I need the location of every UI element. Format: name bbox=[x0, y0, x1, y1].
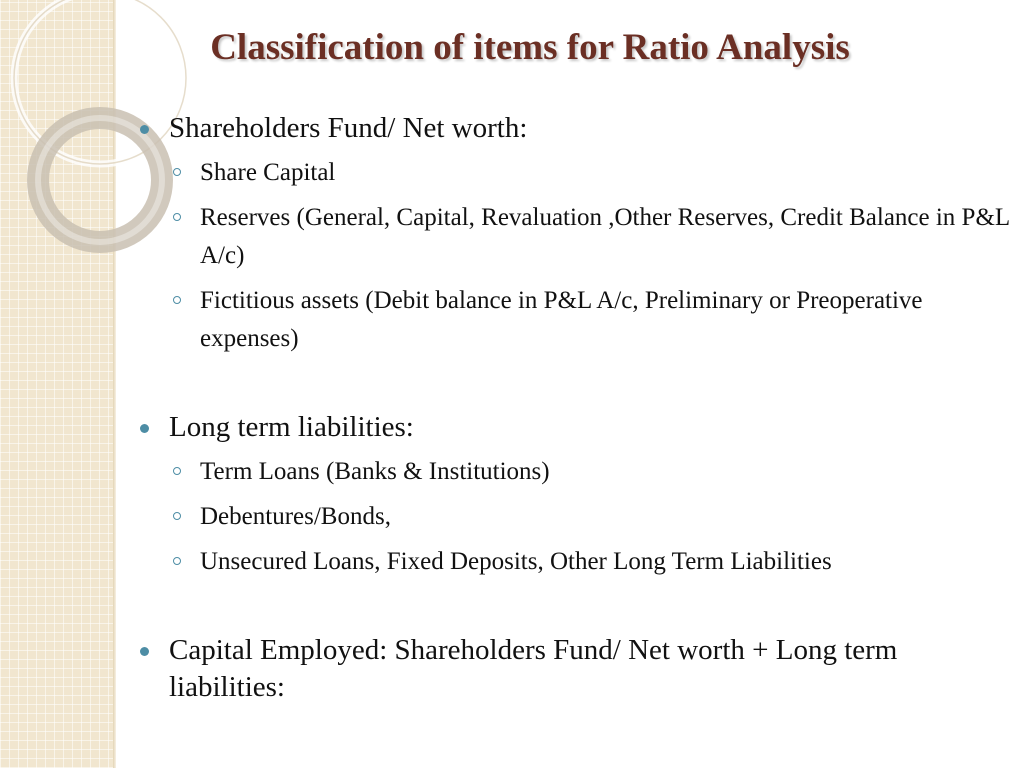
list-item-text: Share Capital bbox=[200, 159, 336, 186]
bullet-dot-icon bbox=[140, 647, 149, 656]
list-item bbox=[136, 199, 1016, 275]
section-heading-long-term-liabilities bbox=[136, 409, 1016, 446]
list-item bbox=[136, 498, 1016, 536]
ring-bullet-icon bbox=[173, 213, 181, 221]
list-item-text: Term Loans (Banks & Institutions) bbox=[200, 458, 550, 485]
bullet-dot-icon bbox=[140, 125, 149, 134]
ring-bullet-icon bbox=[173, 296, 181, 304]
list-item bbox=[136, 154, 1016, 192]
section-heading-text: Capital Employed: Shareholders Fund/ Net worth + Long term liabilities: bbox=[169, 634, 898, 703]
ring-bullet-icon bbox=[173, 467, 181, 475]
section-heading-text: Shareholders Fund/ Net worth: bbox=[169, 112, 528, 144]
ring-bullet-icon bbox=[173, 512, 181, 520]
bullet-dot-icon bbox=[140, 424, 149, 433]
list-item-text: Unsecured Loans, Fixed Deposits, Other Long Term Liabilities bbox=[200, 548, 832, 575]
list-item-text: Debentures/Bonds, bbox=[200, 503, 391, 530]
list-item-text: Fictitious assets (Debit balance in P&L A/c, Preliminary or Preoperative expenses) bbox=[200, 287, 923, 352]
ring-bullet-icon bbox=[173, 557, 181, 565]
list-item bbox=[136, 543, 1016, 581]
bullet-content bbox=[136, 110, 1016, 706]
list-item bbox=[136, 453, 1016, 491]
section-heading-text: Long term liabilities: bbox=[169, 411, 414, 443]
section-heading-capital-employed bbox=[136, 632, 1016, 706]
ring-bullet-icon bbox=[173, 168, 181, 176]
list-item-text: Reserves (General, Capital, Revaluation ,Other Reserves, Credit Balance in P&L A/c) bbox=[200, 204, 1010, 269]
slide-title: Classification of items for Ratio Analysis bbox=[210, 27, 850, 68]
section-heading-shareholders-fund bbox=[136, 110, 1016, 147]
list-item bbox=[136, 282, 1016, 358]
